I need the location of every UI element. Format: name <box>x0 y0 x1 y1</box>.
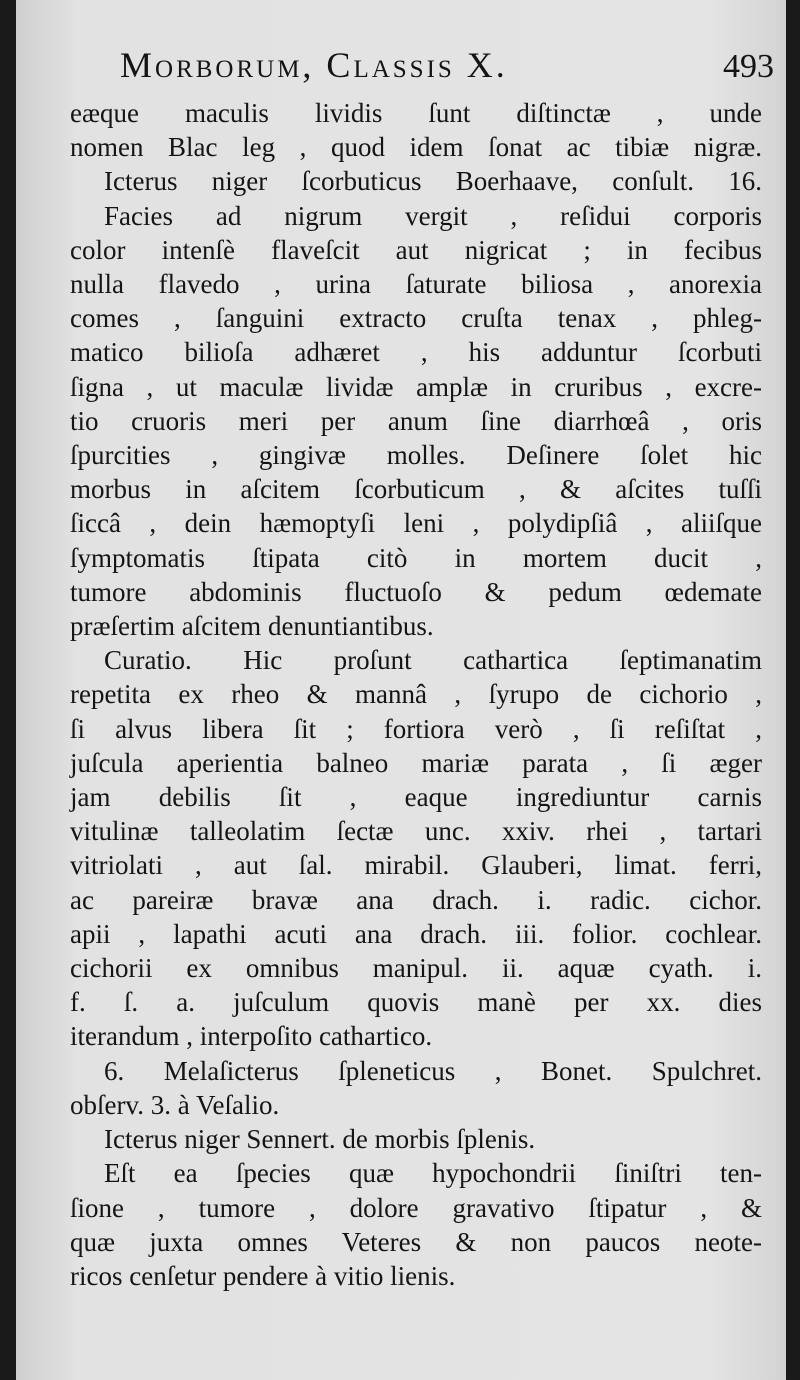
text-line: vitriolati , aut ſal. mirabil. Glauberi, limat. ferri, <box>70 850 762 881</box>
text-line: ſione , tumore , dolore gravativo ſtipatur , & <box>70 1192 762 1223</box>
text-line: cichorii ex omnibus manipul. ii. aquæ cyath. i. <box>70 953 762 984</box>
text-line: ſymptomatis ſtipata citò in mortem ducit , <box>70 542 762 573</box>
text-line: juſcula aperientia balneo mariæ parata , ſi æger <box>70 747 762 778</box>
text-line: Eſt ea ſpecies quæ hypochondrii ſiniſtri ten- <box>104 1158 762 1189</box>
text-line: ſiccâ , dein hæmoptyſi leni , polydipſiâ , aliiſque <box>70 508 762 539</box>
text-line: repetita ex rheo & mannâ , ſyrupo de cichorio , <box>70 679 762 710</box>
text-line: 6. Melaſicterus ſpleneticus , Bonet. Spulchret. <box>104 1055 762 1086</box>
text-line: comes , ſanguini extracto cruſta tenax , phleg- <box>70 303 762 334</box>
text-line: ricos cenſetur pendere à vitio lienis. <box>70 1260 456 1291</box>
text-line: f. ſ. a. juſculum quovis manè per xx. dies <box>70 987 762 1018</box>
text-line: nulla flavedo , urina ſaturate biliosa , anorexia <box>70 269 762 300</box>
text-line: iterandum , interpoſito cathartico. <box>70 1021 433 1052</box>
text-line: tumore abdominis fluctuoſo & pedum œdemate <box>70 576 762 607</box>
body-text <box>70 96 762 1293</box>
page-number: 493 <box>723 48 774 85</box>
text-line: ſi alvus libera ſit ; fortiora verò , ſi reſiſtat , <box>70 713 762 744</box>
text-line: præſertim aſcitem denuntiantibus. <box>70 611 434 642</box>
text-line: jam debilis ſit , eaque ingrediuntur carnis <box>70 782 762 813</box>
text-line: vitulinæ talleolatim ſectæ unc. xxiv. rhei , tartari <box>70 816 762 847</box>
text-line: ſpurcities , gingivæ molles. Deſinere ſolet hic <box>70 440 762 471</box>
book-page <box>16 0 786 1380</box>
text-line: morbus in aſcitem ſcorbuticum , & aſcites tuſſi <box>70 474 762 505</box>
text-line: tio cruoris meri per anum ſine diarrhœâ , oris <box>70 405 762 436</box>
text-line: Curatio. Hic proſunt cathartica ſeptimanatim <box>104 645 762 676</box>
text-line: color intenſè flaveſcit aut nigricat ; in fecibus <box>70 234 762 265</box>
text-line: Facies ad nigrum vergit , reſidui corporis <box>104 200 762 231</box>
text-line: matico bilioſa adhæret , his adduntur ſcorbuti <box>70 337 762 368</box>
page-header <box>120 44 780 94</box>
text-line: ac pareiræ bravæ ana drach. i. radic. cichor. <box>70 884 762 915</box>
text-line: Icterus niger Sennert. de morbis ſplenis. <box>104 1124 536 1155</box>
text-line: apii , lapathi acuti ana drach. iii. folior. cochlear. <box>70 918 762 949</box>
text-line: quæ juxta omnes Veteres & non paucos neote- <box>70 1226 762 1257</box>
text-line: obſerv. 3. à Veſalio. <box>70 1089 280 1120</box>
running-head: Morborum, Classis X. <box>120 45 508 85</box>
text-line: ſigna , ut maculæ lividæ amplæ in cruribus , excre- <box>70 371 762 402</box>
text-line: Icterus niger ſcorbuticus Boerhaave, conſult. 16. <box>104 166 762 197</box>
text-line: nomen Blac leg , quod idem ſonat ac tibiæ nigræ. <box>70 132 762 163</box>
text-line: eæque maculis lividis ſunt diſtinctæ , unde <box>70 98 762 128</box>
